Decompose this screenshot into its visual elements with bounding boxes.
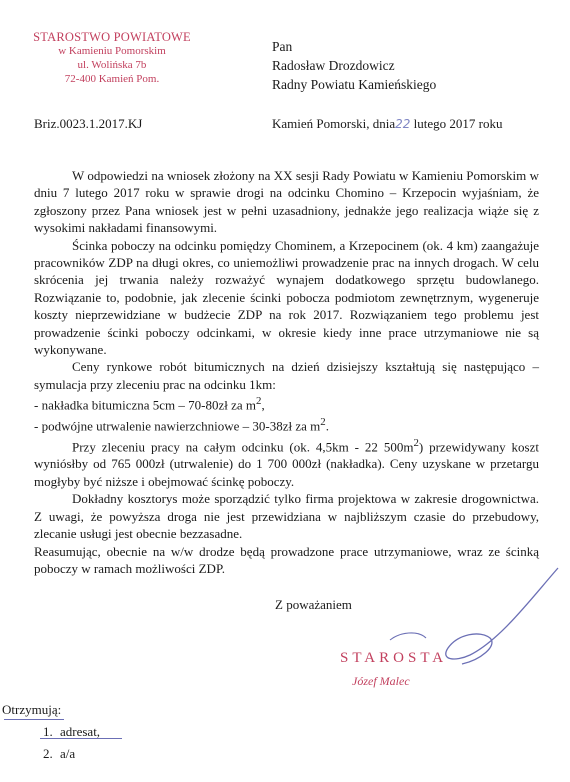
receiver-item-2: 2. a/a xyxy=(56,743,100,765)
paragraph-5: Dokładny kosztorys może sporządzić tylko firma projektowa w zakresie drogownictwa. Z uwagi, że powyższa droga nie jest przewidziana w najbliższym czasie do przebudowy, zlecanie usługi jest obecnie bezzasadne. xyxy=(34,491,539,542)
receiver-item-1: 1. adresat, xyxy=(56,721,100,743)
cost-item-1-text: - nakładka bitumiczna 5cm – 70-80zł za m xyxy=(34,397,257,413)
addressee-name: Radosław Drozdowicz xyxy=(272,58,395,73)
paragraph-2: Ścinka poboczy na odcinku pomiędzy Chominem, a Krzepocinem (ok. 4 km) zaangażuje pracowników ZDP na długi okres, co uniemożliwi prowadzenie prac na innych drogach. W celu skrócenia jej trwania należy rozważyć wynajem dodatkowego sprzętu budowlanego. Rozwiązanie to, podobnie, jak zlecenie ścinki pobocza podmiotom zewnętrznym, wygeneruje koszty nieprzewidziane w budżecie ZDP na rok 2017. Rozwiązaniem tego problemu jest prowadzenie ścinki poboczy odcinkami, w okresie kiedy inne prace utrzymaniowe nie są wykonywane. xyxy=(34,237,539,358)
cost-item-1: - nakładka bitumiczna 5cm – 70-80zł za $m^2$, xyxy=(34,395,265,413)
paragraph-1: W odpowiedzi na wniosek złożony na XX sesji Rady Powiatu w Kamieniu Pomorskim w dniu 7 lutego 2017 roku w sprawie drogi na odcinku Chomino – Krzepocin wyjaśniam, że zgłoszony przez Pana wniosek jest w pełni uzasadniony, jednakże jego realizacja wiąże się z wysokimi nakładami finansowymi. xyxy=(34,168,539,236)
cost-item-2: - podwójne utrwalenie nawierzchniowe – 30-38zł za $m^2$. xyxy=(34,416,329,434)
receiver-1-underline xyxy=(40,738,122,739)
superscript-3: 2 xyxy=(413,436,419,449)
paragraph-6: Reasumując, obecnie na w/w drodze będą prowadzone prace utrzymaniowe, wraz ze ścinką poboczy w ramach możliwości ZDP. xyxy=(34,543,539,576)
paragraph-4-start: Przy zleceniu pracy na całym odcinku (ok. 4,5km - 22 500m xyxy=(72,439,414,455)
receivers-underline xyxy=(4,719,64,720)
addressee-salutation: Pan xyxy=(272,39,293,54)
reference-number: Briz.0023.1.2017.KJ xyxy=(34,116,143,131)
paragraph-3: Ceny rynkowe robót bitumicznych na dzień dzisiejszy kształtują się następująco – symulacja przy zleceniu prac na odcinku 1km: xyxy=(34,359,539,392)
paragraph-4 xyxy=(34,435,539,491)
date-suffix: lutego 2017 roku xyxy=(413,116,503,131)
receivers-header: Otrzymują: xyxy=(2,702,62,717)
receivers-list xyxy=(2,721,100,765)
addressee-block xyxy=(272,37,436,94)
paragraph-4-end: ) przewidywany koszt wyniósłby od 765 000zł (utrwalenie) do 1 700 000zł (nakładka). Ceny uzyskane w przetargu mogłyby być niższe i obejmować ścinkę poboczy. xyxy=(34,439,539,489)
stamp-line-2: w Kamieniu Pomorskim xyxy=(58,45,166,57)
stamp-line-3: ul. Wolińska 7b xyxy=(77,59,147,71)
cost-item-2-text: - podwójne utrwalenie nawierzchniowe – 30-38zł za m xyxy=(34,418,321,434)
date-line xyxy=(272,116,503,132)
signature-title: STAROSTA xyxy=(340,650,448,666)
signature-name: Józef Malec xyxy=(352,674,410,688)
stamp-line-1: STAROSTWO POWIATOWE xyxy=(33,30,191,44)
office-stamp xyxy=(14,30,210,86)
superscript-2: 2 xyxy=(320,416,326,429)
receivers-block xyxy=(2,702,100,765)
date-day-handwritten: 22 xyxy=(395,117,411,131)
letter-body xyxy=(34,167,539,577)
date-prefix: Kamień Pomorski, dnia xyxy=(272,116,396,131)
stamp-line-4: 72-400 Kamień Pom. xyxy=(64,73,160,85)
closing-phrase: Z poważaniem xyxy=(275,597,352,612)
superscript-1: 2 xyxy=(256,395,262,408)
addressee-title: Radny Powiatu Kamieńskiego xyxy=(272,77,437,92)
